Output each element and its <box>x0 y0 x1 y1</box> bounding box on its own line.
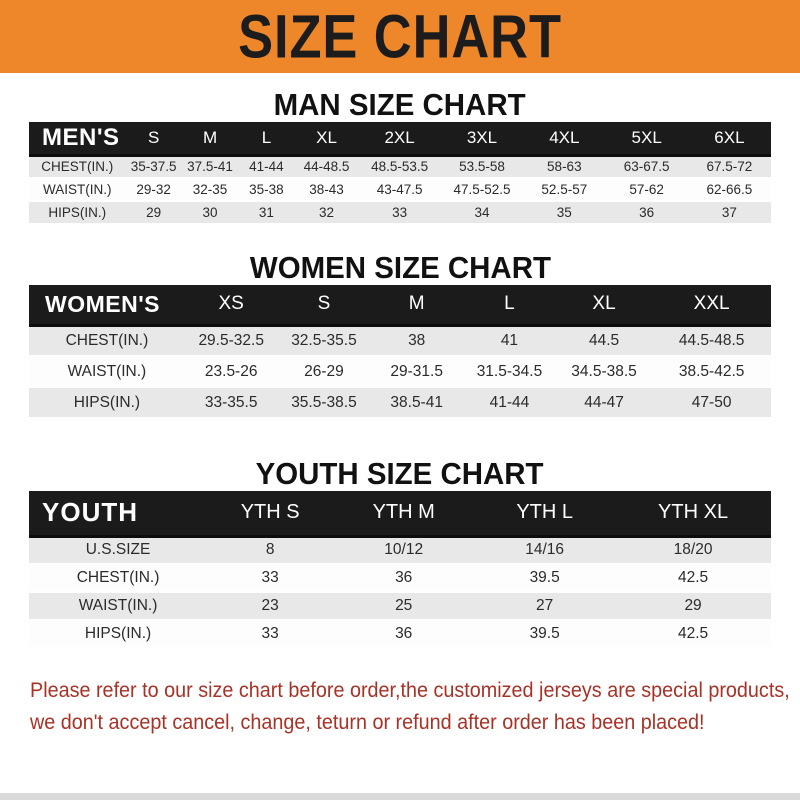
size-value-cell: 32-35 <box>192 182 228 197</box>
men-size-table <box>29 122 771 225</box>
row-label: CHEST(IN.) <box>41 159 114 175</box>
size-value-cell: 23.5-26 <box>204 362 258 380</box>
size-chart-banner <box>0 0 800 73</box>
size-value-cell: 42.5 <box>677 625 709 642</box>
men-table-title: MEN'S <box>42 123 120 151</box>
size-value-cell: 43-47.5 <box>376 182 423 197</box>
order-disclaimer <box>30 674 790 738</box>
youth-section-heading <box>0 457 800 491</box>
man-section-heading <box>0 88 800 122</box>
size-value-cell: 36 <box>395 569 413 586</box>
women-section-heading <box>0 251 800 285</box>
size-value-cell: 41 <box>500 331 519 349</box>
column-header-s: S <box>147 127 160 147</box>
women-section-heading-text: WOMEN SIZE CHART <box>249 250 551 285</box>
size-value-cell: 44.5-48.5 <box>678 331 745 349</box>
banner-title: SIZE CHART <box>238 1 562 72</box>
size-value-cell: 10/12 <box>384 541 424 559</box>
size-value-cell: 29-32 <box>136 182 171 197</box>
size-value-cell: 62-66.5 <box>706 182 753 197</box>
size-value-cell: 34.5-38.5 <box>571 362 637 380</box>
size-value-cell: 31 <box>258 205 274 220</box>
column-header-xl: XL <box>592 293 616 315</box>
size-value-cell: 38.5-42.5 <box>678 362 745 380</box>
column-header-xxl: XXL <box>693 293 730 315</box>
size-value-cell: 41-44 <box>249 159 284 175</box>
column-header-6xl: 6XL <box>714 127 745 147</box>
size-value-cell: 53.5-58 <box>459 159 505 175</box>
men-header-row <box>29 122 771 155</box>
column-header-m: M <box>408 293 425 315</box>
column-header-m: M <box>202 127 218 147</box>
youth-chest-row <box>29 564 771 592</box>
column-header-yth-xl: YTH XL <box>658 501 729 524</box>
size-value-cell: 35-37.5 <box>130 159 177 175</box>
size-value-cell: 29.5-32.5 <box>198 331 264 349</box>
youth-header-row <box>29 491 771 536</box>
size-value-cell: 18/20 <box>673 541 713 559</box>
disclaimer-line-1: Please refer to our size chart before order,the customized jerseys are special products, <box>30 678 790 702</box>
size-value-cell: 29 <box>146 205 162 220</box>
size-value-cell: 31.5-34.5 <box>476 362 543 380</box>
size-value-cell: 25 <box>395 597 413 614</box>
size-value-cell: 35-38 <box>249 182 284 197</box>
size-value-cell: 8 <box>265 541 275 559</box>
women-size-table <box>29 285 771 419</box>
youth-section-heading-text: YOUTH SIZE CHART <box>256 456 544 491</box>
size-value-cell: 14/16 <box>525 541 565 559</box>
size-value-cell: 34 <box>474 205 490 220</box>
column-header-s: S <box>317 293 331 315</box>
row-label: WAIST(IN.) <box>67 362 147 380</box>
row-label: U.S.SIZE <box>85 541 151 559</box>
size-value-cell: 47-50 <box>691 393 732 411</box>
women-waist-row <box>29 356 771 387</box>
size-value-cell: 26-29 <box>304 362 344 380</box>
size-value-cell: 36 <box>639 205 655 220</box>
size-value-cell: 33 <box>392 205 408 220</box>
size-value-cell: 33-35.5 <box>204 393 258 411</box>
column-header-yth-l: YTH L <box>516 501 573 524</box>
size-value-cell: 33 <box>261 625 279 642</box>
size-value-cell: 33 <box>261 569 279 586</box>
size-value-cell: 39.5 <box>529 569 560 586</box>
row-label: HIPS(IN.) <box>73 393 141 411</box>
row-label: CHEST(IN.) <box>65 331 149 349</box>
column-header-xl: XL <box>316 127 337 147</box>
size-value-cell: 48.5-53.5 <box>371 159 429 175</box>
row-label: CHEST(IN.) <box>76 569 160 586</box>
size-value-cell: 63-67.5 <box>623 159 670 175</box>
size-value-cell: 35.5-38.5 <box>291 393 357 411</box>
size-value-cell: 57-62 <box>629 182 664 197</box>
size-value-cell: 44-48.5 <box>303 159 350 175</box>
man-section-heading-text: MAN SIZE CHART <box>274 87 526 122</box>
size-value-cell: 32.5-35.5 <box>291 331 357 349</box>
row-label: WAIST(IN.) <box>42 182 112 197</box>
women-chest-row <box>29 325 771 356</box>
women-header-row <box>29 285 771 325</box>
bottom-edge-strip <box>0 793 800 800</box>
youth-ussize-row <box>29 536 771 564</box>
row-label: HIPS(IN.) <box>84 625 152 642</box>
men-waist-row <box>29 178 771 201</box>
column-header-4xl: 4XL <box>549 127 580 147</box>
size-value-cell: 44.5 <box>588 331 620 349</box>
column-header-yth-m: YTH M <box>372 501 435 524</box>
column-header-yth-s: YTH S <box>240 501 300 524</box>
row-label: WAIST(IN.) <box>78 597 158 614</box>
disclaimer-line-2: we don't accept cancel, change, teturn or refund after order has been placed! <box>30 710 705 734</box>
column-header-xs: XS <box>218 293 244 315</box>
column-header-l: L <box>261 127 272 147</box>
men-hips-row <box>29 201 771 224</box>
size-value-cell: 44-47 <box>584 393 624 411</box>
size-value-cell: 67.5-72 <box>706 159 753 175</box>
row-label: HIPS(IN.) <box>48 205 107 220</box>
size-value-cell: 35 <box>556 205 572 220</box>
size-value-cell: 58-63 <box>547 159 582 175</box>
column-header-3xl: 3XL <box>466 127 498 147</box>
size-value-cell: 42.5 <box>677 569 709 586</box>
size-value-cell: 41-44 <box>489 393 530 411</box>
column-header-5xl: 5XL <box>631 127 662 147</box>
youth-table-title: YOUTH <box>42 497 138 528</box>
size-value-cell: 36 <box>395 625 413 642</box>
size-value-cell: 47.5-52.5 <box>453 182 511 197</box>
size-value-cell: 38 <box>408 331 426 349</box>
size-value-cell: 29 <box>684 597 702 614</box>
size-value-cell: 52.5-57 <box>541 182 588 197</box>
column-header-2xl: 2XL <box>384 127 415 147</box>
size-value-cell: 37 <box>721 205 737 220</box>
men-chest-row <box>29 155 771 178</box>
size-value-cell: 27 <box>536 597 554 614</box>
youth-hips-row <box>29 620 771 648</box>
size-value-cell: 37.5-41 <box>187 159 233 175</box>
size-value-cell: 39.5 <box>529 625 560 642</box>
size-value-cell: 38.5-41 <box>390 393 443 411</box>
size-value-cell: 30 <box>202 205 218 220</box>
women-table-title: WOMEN'S <box>45 290 161 317</box>
size-value-cell: 32 <box>319 205 335 220</box>
youth-size-table <box>29 491 771 649</box>
size-value-cell: 23 <box>261 597 279 614</box>
size-value-cell: 38-43 <box>309 182 344 197</box>
youth-waist-row <box>29 592 771 620</box>
size-value-cell: 29-31.5 <box>390 362 443 380</box>
women-hips-row <box>29 387 771 418</box>
column-header-l: L <box>504 293 515 315</box>
